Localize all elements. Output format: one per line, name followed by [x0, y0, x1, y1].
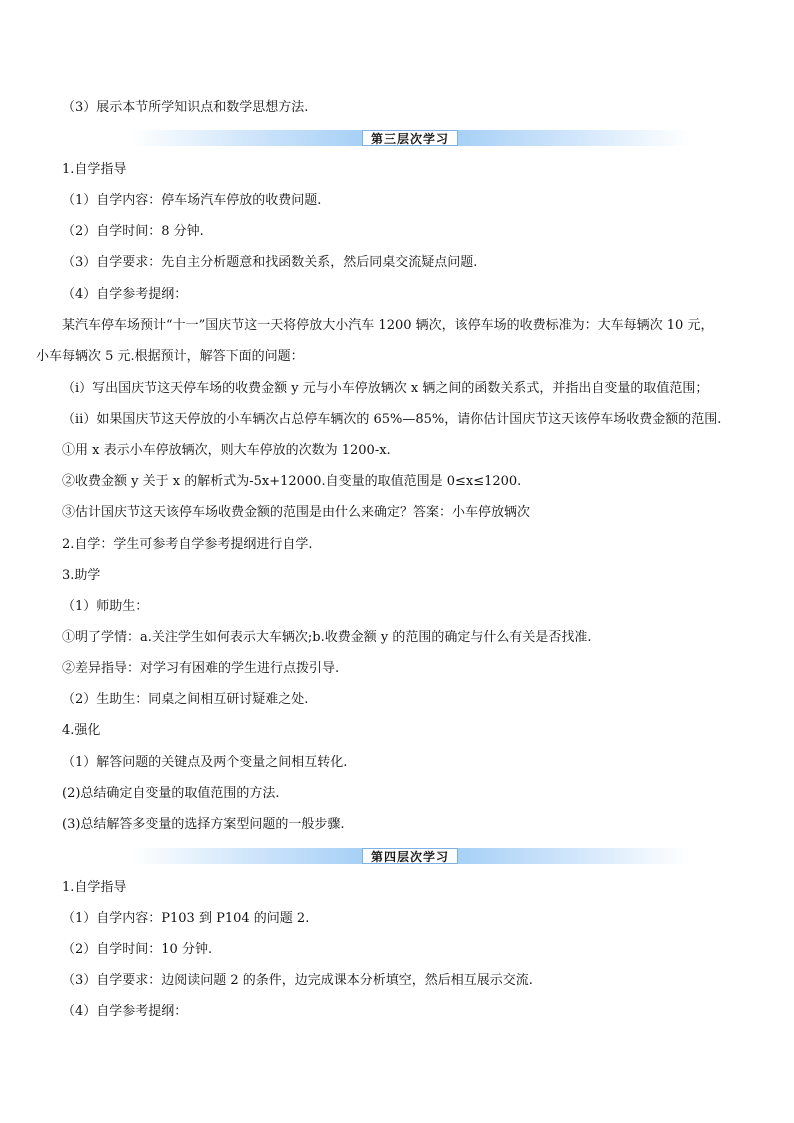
paragraph-line: （2）自学时间：10 分钟.: [62, 942, 213, 957]
section-title-fourth: 第四层次学习: [362, 848, 458, 864]
paragraph-line: （4）自学参考提纲：: [62, 287, 188, 302]
answer-line: ③估计国庆节这天该停车场收费金额的范围是由什么来确定？答案：小车停放辆次: [62, 505, 531, 520]
heading-self-study-guide: 1.自学指导: [62, 880, 127, 895]
paragraph-line: 2.自学：学生可参考自学参考提纲进行自学.: [62, 537, 313, 552]
paragraph-line: ②差异指导：对学习有困难的学生进行点拨引导.: [62, 661, 340, 676]
question-line: （ⅱ）如果国庆节这天停放的小车辆次占总停车辆次的 65%—85%，请你估计国庆节这天该停车场收费金额的范围.: [62, 412, 722, 427]
section-banner-third: [130, 130, 690, 146]
question-line: （ⅰ）写出国庆节这天停车场的收费金额 y 元与小车停放辆次 x 辆之间的函数关系式，并指出自变量的取值范围；: [62, 381, 709, 396]
paragraph-line: （1）师助生：: [62, 599, 149, 614]
answer-line: ①用 x 表示小车停放辆次，则大车停放的次数为 1200-x.: [62, 443, 391, 458]
paragraph-line: （2）自学时间：8 分钟.: [62, 224, 204, 239]
heading-self-study-guide: 1.自学指导: [62, 162, 127, 177]
section-banner-fourth: [130, 848, 690, 864]
paragraph-line: （1）自学内容：P103 到 P104 的问题 2.: [62, 911, 310, 926]
paragraph-line: (3)总结解答多变量的选择方案型问题的一般步骤.: [62, 817, 345, 832]
paragraph-line: （1）自学内容：停车场汽车停放的收费问题.: [62, 193, 322, 208]
paragraph-line: （4）自学参考提纲：: [62, 1004, 188, 1019]
paragraph-line: （2）生助生：同桌之间相互研讨疑难之处.: [62, 692, 309, 707]
problem-statement-line: 某汽车停车场预计“十一”国庆节这一天将停放大小汽车 1200 辆次，该停车场的收费标准为：大车每辆次 10 元，: [62, 318, 714, 333]
heading-assist: 3.助学: [62, 568, 101, 583]
section-title-third: 第三层次学习: [362, 130, 458, 146]
paragraph-line: ①明了学情：a.关注学生如何表示大车辆次;b.收费金额 y 的范围的确定与什么有关是否找准.: [62, 630, 592, 645]
paragraph-line: （3）自学要求：边阅读问题 2 的条件，边完成课本分析填空，然后相互展示交流.: [62, 973, 533, 988]
paragraph-line: (2)总结确定自变量的取值范围的方法.: [62, 786, 280, 801]
heading-reinforce: 4.强化: [62, 723, 101, 738]
paragraph-line: （3）自学要求：先自主分析题意和找函数关系，然后同桌交流疑点问题.: [62, 255, 478, 270]
problem-statement-line: 小车每辆次 5 元.根据预计，解答下面的问题：: [36, 349, 304, 364]
answer-line: ②收费金额 y 关于 x 的解析式为-5x+12000.自变量的取值范围是 0≤x≤1200.: [62, 474, 522, 489]
paragraph-line: （3）展示本节所学知识点和数学思想方法.: [62, 100, 309, 115]
paragraph-line: （1）解答问题的关键点及两个变量之间相互转化.: [62, 755, 348, 770]
